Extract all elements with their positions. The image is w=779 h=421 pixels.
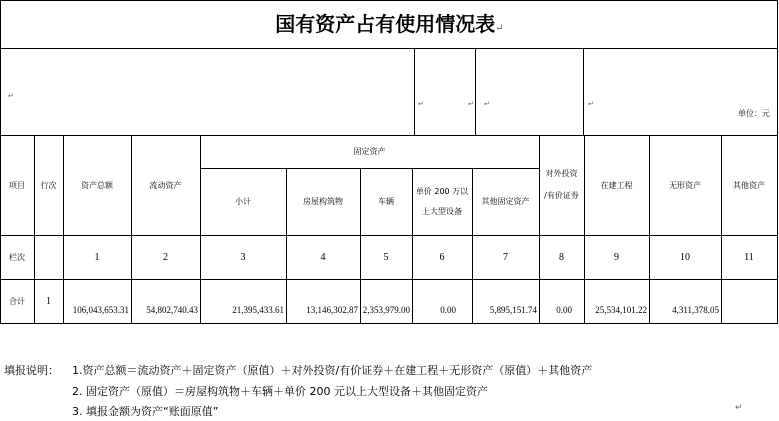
grid-line-vertical bbox=[583, 48, 584, 136]
paragraph-mark: ↵ bbox=[484, 100, 490, 108]
total-cell-buildings: 13,146,302.87 bbox=[306, 305, 358, 315]
header-current-assets: 流动资产 bbox=[149, 180, 182, 190]
notes-label: 填报说明： bbox=[4, 364, 59, 377]
total-row-label: 合计 bbox=[9, 296, 25, 306]
index-cell: 5 bbox=[383, 251, 389, 263]
paragraph-mark: ↵ bbox=[8, 92, 14, 100]
total-cell-other bbox=[721, 296, 777, 324]
grid-line-horizontal bbox=[0, 48, 778, 49]
index-cell: 9 bbox=[614, 251, 619, 263]
paragraph-mark: ↵ bbox=[588, 100, 594, 108]
header-investment bbox=[539, 135, 584, 235]
header-other-fixed: 其他固定资产 bbox=[481, 197, 530, 206]
header-construction: 在建工程 bbox=[600, 180, 633, 190]
total-row-no: 1 bbox=[46, 295, 51, 307]
index-cell: 11 bbox=[744, 251, 754, 263]
header-total-assets: 资产总额 bbox=[81, 180, 113, 190]
index-cell: 4 bbox=[320, 251, 326, 263]
header-investment-line2: /有价证券 bbox=[544, 191, 579, 200]
paragraph-mark: ↵ bbox=[468, 100, 474, 108]
total-cell-construction: 25,534,101.22 bbox=[595, 305, 647, 315]
header-fixed-assets: 固定资产 bbox=[353, 147, 386, 156]
index-cell: 8 bbox=[559, 251, 564, 263]
header-row-no: 行次 bbox=[40, 180, 57, 190]
index-cell: 10 bbox=[680, 251, 690, 263]
header-intangible: 无形资产 bbox=[669, 180, 701, 190]
index-cell: 3 bbox=[240, 251, 246, 263]
total-cell-subtotal: 21,395,433.61 bbox=[232, 305, 284, 315]
total-cell-investment: 0.00 bbox=[556, 305, 572, 315]
unit-label: 单位：元 bbox=[738, 109, 770, 118]
index-cell: 2 bbox=[163, 251, 168, 263]
table-title: 国有资产占有使用情况表↵ bbox=[275, 12, 504, 36]
index-cell: 7 bbox=[503, 251, 508, 263]
header-large-equipment-line2: 上大型设备 bbox=[422, 206, 462, 216]
grid-line-horizontal bbox=[0, 0, 778, 1]
notes-line-3: 3. 填报金额为资产“账面原值” bbox=[72, 405, 219, 418]
notes-line-1: 1.资产总额＝流动资产＋固定资产（原值）＋对外投资/有价证券＋在建工程＋无形资产（原值）＋其他资产 bbox=[72, 364, 593, 377]
grid-line-vertical bbox=[414, 48, 415, 136]
header-subtotal: 小计 bbox=[235, 197, 251, 206]
header-buildings: 房屋构筑物 bbox=[303, 197, 343, 206]
total-cell-vehicles: 2,353,979.00 bbox=[362, 305, 410, 315]
index-cell: 1 bbox=[94, 251, 100, 263]
header-large-equipment bbox=[412, 168, 472, 235]
paragraph-mark: ↵ bbox=[735, 403, 743, 413]
total-cell-assets: 106,043,653.31 bbox=[72, 305, 129, 315]
header-large-equipment-line1: 单价 200 万以 bbox=[415, 186, 469, 196]
grid-line-horizontal bbox=[0, 279, 778, 280]
header-other-assets: 其他资产 bbox=[733, 180, 765, 190]
total-cell-large-equipment: 0.00 bbox=[440, 305, 456, 315]
total-cell-current: 54,802,740.43 bbox=[146, 305, 198, 315]
header-investment-line1: 对外投资 bbox=[545, 169, 578, 178]
index-row-label: 栏次 bbox=[9, 252, 25, 262]
header-item: 项目 bbox=[9, 180, 25, 190]
header-vehicles: 车辆 bbox=[378, 197, 394, 206]
notes-line-2: 2. 固定资产（原值）＝房屋构筑物＋车辆＋单价 200 元以上大型设备＋其他固定资产 bbox=[72, 385, 488, 398]
grid-line-vertical bbox=[475, 48, 476, 136]
index-cell: 6 bbox=[439, 251, 445, 263]
total-cell-intangible: 4,311,378.05 bbox=[672, 305, 719, 315]
paragraph-mark: ↵ bbox=[418, 100, 424, 108]
total-cell-other-fixed: 5,895,151.74 bbox=[489, 305, 537, 315]
